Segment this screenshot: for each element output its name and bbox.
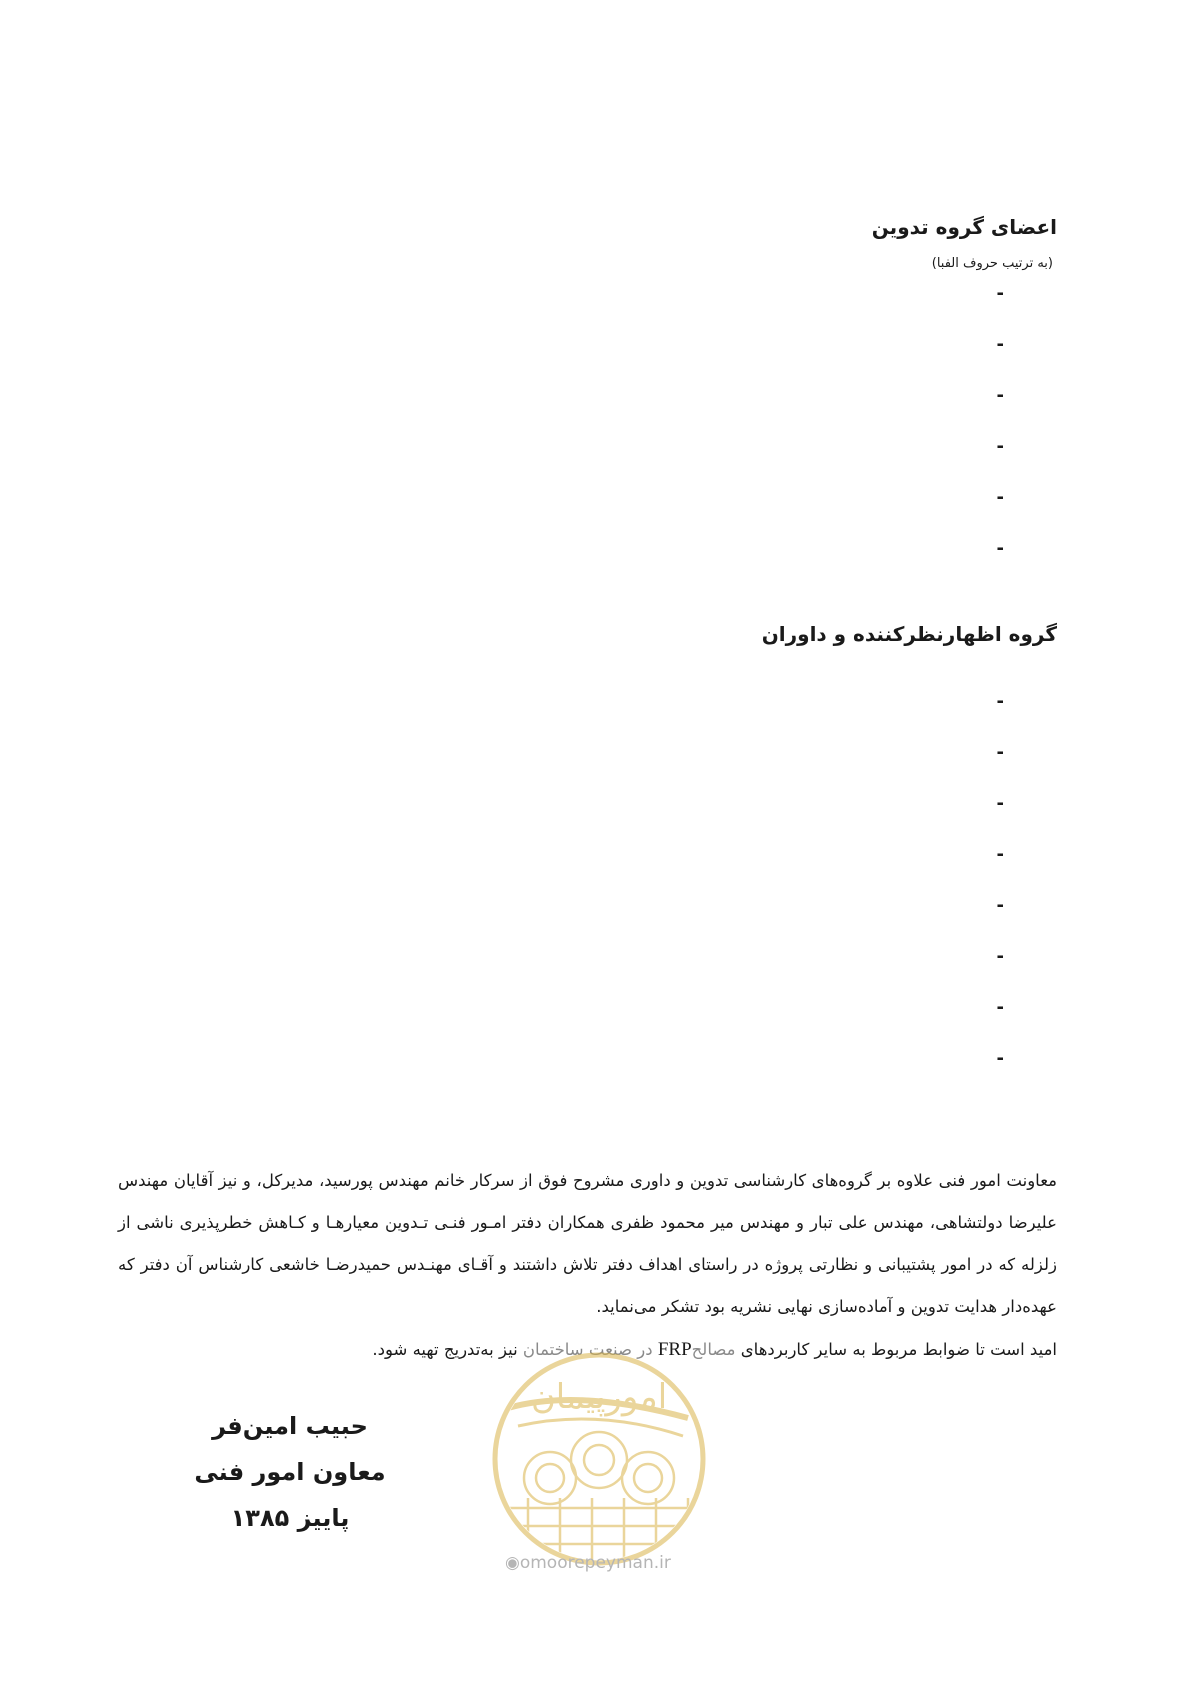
watermark-logo-icon <box>488 1348 710 1570</box>
hope-faint-phrase: در صنعت ساختمان <box>522 1339 653 1359</box>
acknowledgement-paragraph: معاونت امور فنی علاوه بر گروه‌های کارشناسی تدوین و داوری مشروح فوق از سرکار خانم مهندس پورسید، مدیرکل، و نیز آقایان مهندس علیرضا دولتشاهی، مهندس علی تبار و مهندس میر محمود ظفری همکاران دفتر امـور فنـی تـدوین معیارهـا و کـاهش خطرپذیری ناشی از زلزله که در امور پشتیبانی و نظارتی پروژه در راستای اهداف دفتر تلاش داشتند و آقـای مهنـدس حمیدرضـا خاشعی کارشناس آن دفتر که عهده‌دار هدایت تدوین و آماده‌سازی نهایی نشریه بود تشکر می‌نماید. <box>118 1170 1057 1316</box>
list-item: - <box>996 946 1004 967</box>
reviewers-section-title: گروه اظهارنظرکننده و داوران <box>761 622 1057 646</box>
list-item: - <box>996 691 1004 712</box>
list-item: - <box>996 538 1004 559</box>
signature-name: حبیب امین‌فر <box>212 1412 368 1440</box>
reviewers-list <box>997 692 1004 1100</box>
frp-term: FRP <box>657 1338 692 1360</box>
list-item: - <box>996 283 1004 304</box>
list-item: - <box>996 385 1004 406</box>
list-item: - <box>996 997 1004 1018</box>
watermark-logo-text: امورپیمان <box>530 1377 668 1417</box>
watermark-url <box>505 1553 671 1573</box>
list-item: - <box>996 1048 1004 1069</box>
authors-section-title: اعضای گروه تدوین <box>871 215 1057 239</box>
authors-list <box>997 284 1004 590</box>
list-item: - <box>996 844 1004 865</box>
signature-title: معاون امور فنی <box>194 1458 386 1486</box>
signature-date: پاییز ۱۳۸۵ <box>230 1504 350 1532</box>
list-item: - <box>996 436 1004 457</box>
watermark-url-text: omoorepeyman.ir <box>519 1553 671 1573</box>
list-item: - <box>996 334 1004 355</box>
authors-section-subtitle: (به ترتیب حروف الفبا) <box>931 256 1053 271</box>
list-item: - <box>996 487 1004 508</box>
list-item: - <box>996 742 1004 763</box>
globe-icon: ◉ <box>505 1553 520 1573</box>
list-item: - <box>996 895 1004 916</box>
list-item: - <box>996 793 1004 814</box>
hope-text-start: امید است تا ضوابط مربوط به سایر کاربردهای <box>740 1339 1057 1359</box>
hope-faint-word: مصالح <box>691 1339 736 1359</box>
hope-text-end: نیز به‌تدریج تهیه شود. <box>372 1339 518 1359</box>
